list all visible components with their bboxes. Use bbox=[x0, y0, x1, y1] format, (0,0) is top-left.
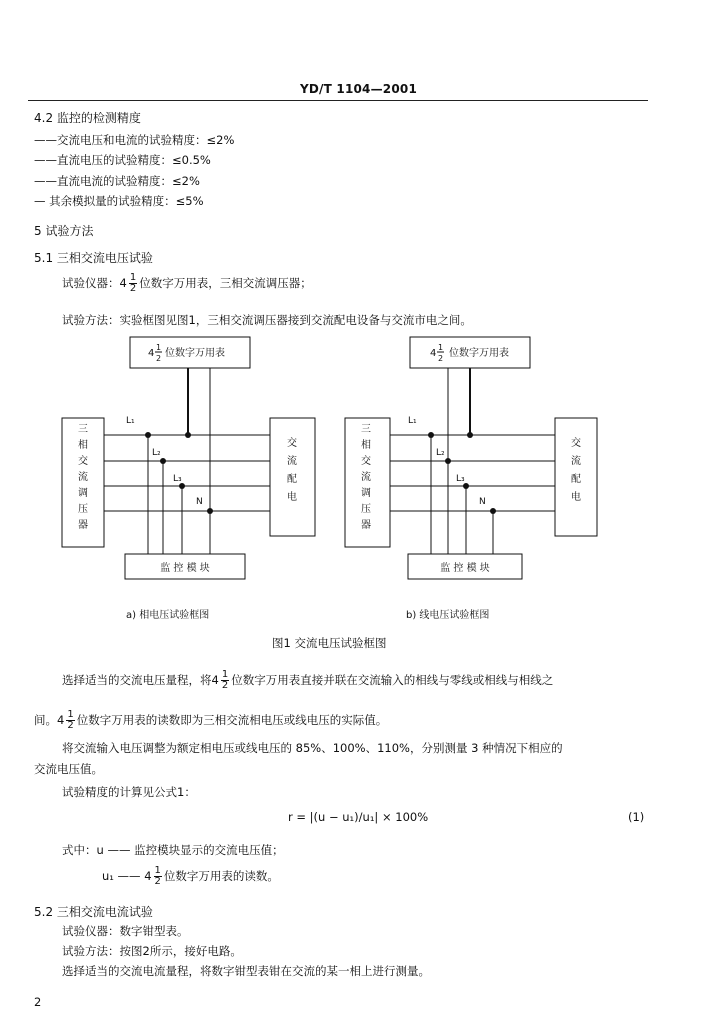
section-5-title: 5 试验方法 bbox=[34, 224, 94, 238]
svg-text:调: 调 bbox=[361, 488, 371, 499]
svg-text:L₃: L₃ bbox=[456, 474, 465, 484]
fraction: $\frac{1}{2}$ bbox=[67, 709, 74, 731]
svg-text:L₂: L₂ bbox=[436, 448, 445, 458]
list-item: — 其余模拟量的试验精度：≤5% bbox=[34, 194, 204, 208]
distribution-label-b bbox=[571, 436, 581, 503]
svg-text:交: 交 bbox=[361, 456, 371, 467]
list-item: ——直流电流的试验精度：≤2% bbox=[34, 174, 200, 188]
module-label-b: 监 控 模 块 bbox=[440, 563, 490, 574]
svg-text:交: 交 bbox=[78, 456, 88, 467]
instrument-suffix: 位数字万用表，三相交流调压器； bbox=[139, 276, 312, 290]
meter-label-b: 位数字万用表 bbox=[449, 348, 509, 359]
formula: r = |(u − u₁)/u₁| × 100% bbox=[288, 810, 429, 824]
svg-text:电: 电 bbox=[571, 492, 581, 503]
standard-code: YD/T 1104—2001 bbox=[300, 82, 417, 96]
section-5-2-instrument: 试验仪器：数字钳型表。 bbox=[62, 924, 189, 938]
svg-text:三: 三 bbox=[78, 424, 88, 435]
svg-text:交: 交 bbox=[571, 438, 581, 449]
svg-text:L₃: L₃ bbox=[173, 474, 182, 484]
formula-intro: 试验精度的计算见公式1： bbox=[62, 785, 196, 799]
svg-text:N: N bbox=[479, 497, 486, 507]
fraction: $\frac{1}{2}$ bbox=[129, 272, 137, 294]
regulator-label-a bbox=[78, 423, 88, 531]
list-item: ——直流电压的试验精度：≤0.5% bbox=[34, 153, 211, 167]
paragraph-2-line-2: 交流电压值。 bbox=[34, 762, 103, 776]
svg-text:压: 压 bbox=[361, 504, 371, 515]
svg-text:2: 2 bbox=[438, 354, 444, 363]
module-label-a: 监 控 模 块 bbox=[160, 563, 210, 574]
page-number: 2 bbox=[34, 995, 42, 1009]
svg-text:压: 压 bbox=[78, 504, 88, 515]
paragraph-1-line-1: 选择适当的交流电压量程，将4 $\frac{1}{2}$ 位数字万用表直接并联在交流输入的相线与零线或相线与相线之 bbox=[62, 669, 554, 691]
svg-text:N: N bbox=[196, 497, 203, 507]
section-5-2-paragraph: 选择适当的交流电流量程，将数字钳型表钳在交流的某一相上进行测量。 bbox=[62, 964, 430, 978]
where-u: 式中：u —— 监控模块显示的交流电压值； bbox=[62, 843, 284, 857]
svg-text:交: 交 bbox=[287, 438, 297, 449]
section-4-2-title: 4.2 监控的检测精度 bbox=[34, 111, 141, 125]
subcaption-a: a) 相电压试验框图 bbox=[126, 610, 210, 621]
header-rule bbox=[28, 100, 648, 101]
svg-text:L₁: L₁ bbox=[408, 416, 417, 426]
svg-text:相: 相 bbox=[361, 440, 371, 451]
svg-text:相: 相 bbox=[78, 440, 88, 451]
regulator-label-b bbox=[361, 423, 371, 531]
svg-text:L₂: L₂ bbox=[152, 448, 161, 458]
svg-text:电: 电 bbox=[287, 492, 297, 503]
svg-text:配: 配 bbox=[571, 474, 581, 485]
instrument-line bbox=[62, 273, 312, 294]
fraction: $\frac{1}{2}$ bbox=[221, 669, 229, 691]
section-5-1-title: 5.1 三相交流电压试验 bbox=[34, 251, 153, 265]
where-u1: u₁ —— 4 $\frac{1}{2}$ 位数字万用表的读数。 bbox=[102, 865, 279, 887]
paragraph-2-line-1: 将交流输入电压调整为额定相电压或线电压的 85%、100%、110%，分别测量 3 种情况下相应的 bbox=[62, 741, 563, 755]
section-5-2-method: 试验方法：按图2所示，接好电路。 bbox=[62, 944, 242, 958]
svg-text:配: 配 bbox=[287, 474, 297, 485]
svg-text:器: 器 bbox=[78, 520, 88, 531]
svg-text:流: 流 bbox=[78, 472, 88, 483]
svg-text:流: 流 bbox=[571, 456, 581, 467]
subcaption-b: b) 线电压试验框图 bbox=[406, 610, 490, 621]
svg-text:流: 流 bbox=[287, 456, 297, 467]
svg-text:调: 调 bbox=[78, 488, 88, 499]
svg-text:三: 三 bbox=[361, 424, 371, 435]
figure-1-diagram bbox=[0, 330, 713, 620]
svg-text:流: 流 bbox=[361, 472, 371, 483]
svg-text:器: 器 bbox=[361, 520, 371, 531]
distribution-label-a bbox=[287, 436, 297, 503]
paragraph-1-line-2: 间。4 $\frac{1}{2}$ 位数字万用表的读数即为三相交流相电压或线电压的实际值。 bbox=[34, 709, 388, 731]
instrument-prefix: 试验仪器：4 bbox=[62, 276, 127, 290]
svg-text:1: 1 bbox=[438, 343, 444, 352]
figure-caption: 图1 交流电压试验框图 bbox=[272, 636, 387, 650]
method-line: 试验方法：实验框图见图1，三相交流调压器接到交流配电设备与交流市电之间。 bbox=[62, 313, 472, 327]
meter-label-a: 位数字万用表 bbox=[165, 348, 225, 359]
frac-num: 1 bbox=[156, 343, 162, 352]
svg-text:4: 4 bbox=[430, 348, 437, 359]
frac-den: 2 bbox=[156, 354, 162, 363]
section-5-2-title: 5.2 三相交流电流试验 bbox=[34, 905, 153, 919]
svg-text:L₁: L₁ bbox=[126, 416, 135, 426]
list-item: ——交流电压和电流的试验精度：≤2% bbox=[34, 133, 235, 147]
fraction: $\frac{1}{2}$ bbox=[154, 865, 161, 887]
formula-number: (1) bbox=[628, 810, 645, 824]
svg-text:4: 4 bbox=[148, 348, 155, 359]
